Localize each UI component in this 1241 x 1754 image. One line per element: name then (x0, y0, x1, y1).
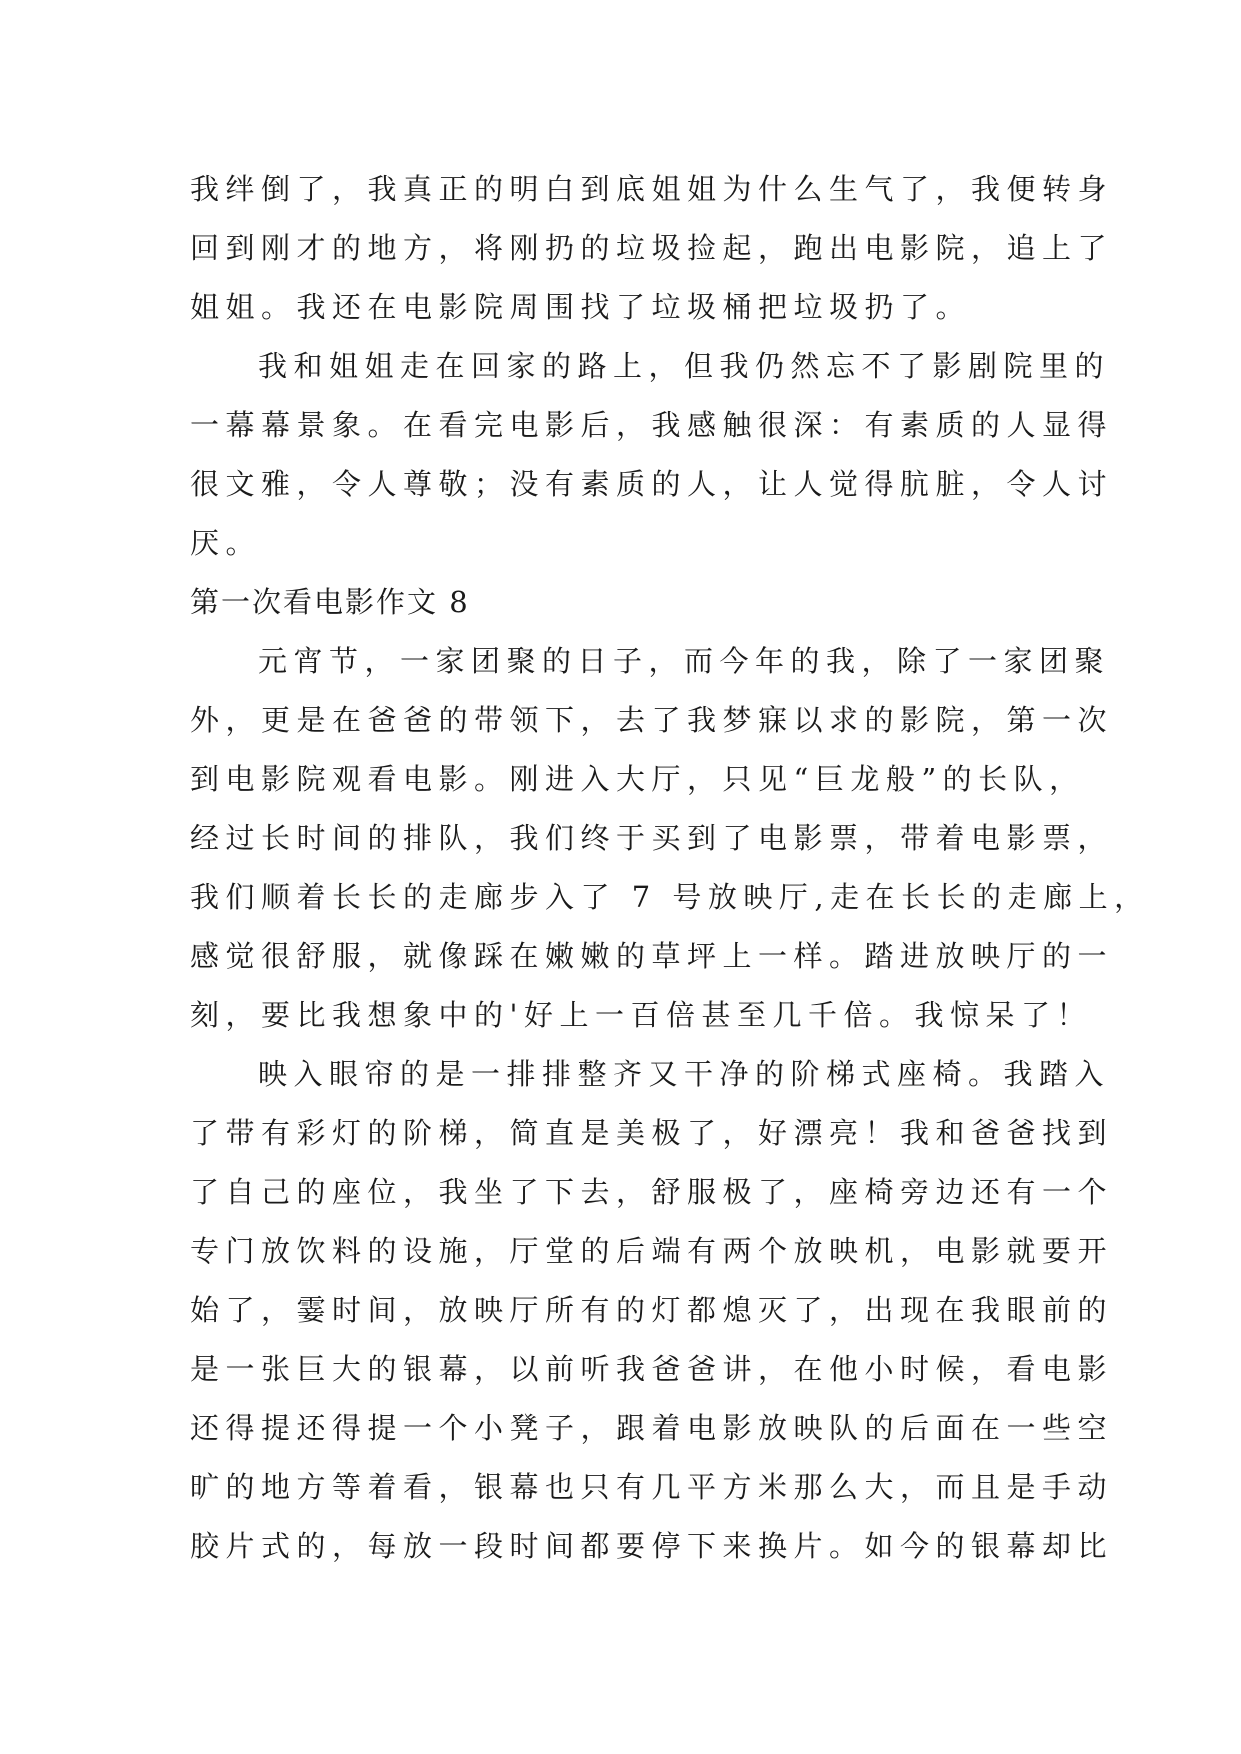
document-body (190, 160, 1150, 1576)
text-line: 是一张巨大的银幕，以前听我爸爸讲，在他小时候，看电影 (190, 1352, 1114, 1386)
text-line: 经过长时间的排队，我们终于买到了电影票，带着电影票， (190, 821, 1114, 855)
text-line: 外，更是在爸爸的带领下，去了我梦寐以求的影院，第一次 (190, 703, 1114, 737)
text-line: 感觉很舒服，就像踩在嫩嫩的草坪上一样。踏进放映厅的一 (190, 939, 1114, 973)
text-line: 专门放饮料的设施，厅堂的后端有两个放映机，电影就要开 (190, 1234, 1114, 1268)
text-line: 一幕幕景象。在看完电影后，我感触很深：有素质的人显得 (190, 408, 1114, 442)
section-heading: 第一次看电影作文 8 (190, 585, 470, 619)
text-line: 胶片式的，每放一段时间都要停下来换片。如今的银幕却比 (190, 1529, 1114, 1563)
text-line: 还得提还得提一个小凳子，跟着电影放映队的后面在一些空 (190, 1411, 1114, 1445)
text-line: 了自己的座位，我坐了下去，舒服极了，座椅旁边还有一个 (190, 1175, 1114, 1209)
text-line: 姐姐。我还在电影院周围找了垃圾桶把垃圾扔了。 (190, 290, 972, 324)
text-line: 我们顺着长长的走廊步入了 7 号放映厅,走在长长的走廊上， (190, 880, 1150, 914)
paragraph-first-line: 我和姐姐走在回家的路上，但我仍然忘不了影剧院里的 (258, 349, 1111, 383)
paragraph-first-line: 元宵节，一家团聚的日子，而今年的我，除了一家团聚 (258, 644, 1111, 678)
text-line: 刻，要比我想象中的'好上一百倍甚至几千倍。我惊呆了！ (190, 998, 1092, 1032)
text-line: 了带有彩灯的阶梯，简直是美极了，好漂亮！我和爸爸找到 (190, 1116, 1114, 1150)
text-line: 很文雅，令人尊敬；没有素质的人，让人觉得肮脏，令人讨 (190, 467, 1114, 501)
text-line: 厌。 (190, 526, 262, 560)
text-line: 我绊倒了，我真正的明白到底姐姐为什么生气了，我便转身 (190, 172, 1114, 206)
paragraph-first-line: 映入眼帘的是一排排整齐又干净的阶梯式座椅。我踏入 (258, 1057, 1111, 1091)
text-line: 到电影院观看电影。刚进入大厅，只见“巨龙般”的长队， (190, 762, 1085, 796)
text-line: 回到刚才的地方，将刚扔的垃圾捡起，跑出电影院，追上了 (190, 231, 1114, 265)
text-line: 旷的地方等着看，银幕也只有几平方米那么大，而且是手动 (190, 1470, 1114, 1504)
text-line: 始了，霎时间，放映厅所有的灯都熄灭了，出现在我眼前的 (190, 1293, 1114, 1327)
